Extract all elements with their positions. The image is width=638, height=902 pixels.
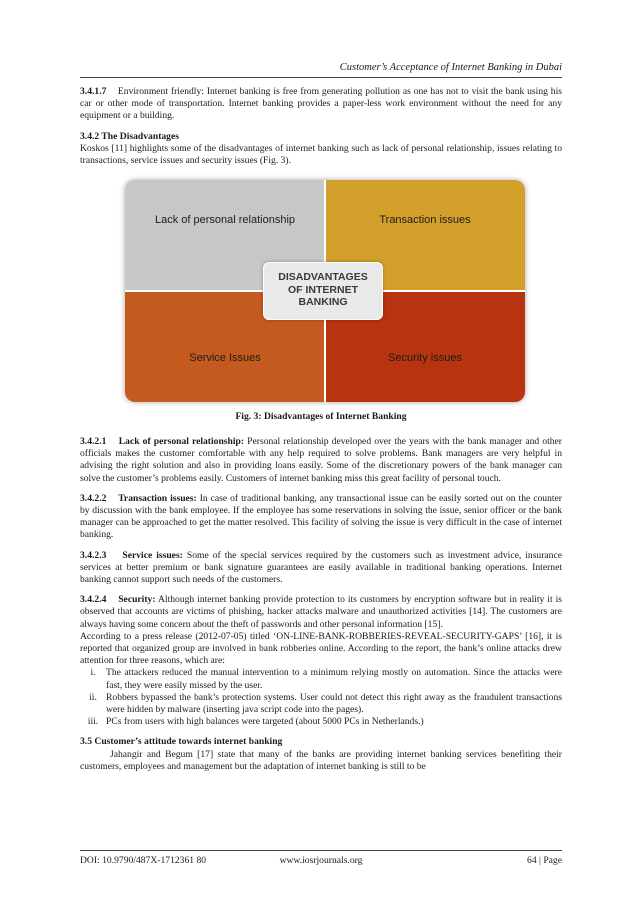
section-number: 3.4.2.4 — [80, 594, 107, 606]
footer-rule — [80, 850, 562, 851]
center-label-box — [263, 262, 383, 320]
paragraph-3-4-2-2 — [80, 493, 562, 542]
section-title: Lack of personal relationship: — [118, 436, 245, 447]
paragraph-text: In case of traditional banking, any transactional issue can be easily sorted out on the counter by discussion with the bank employee. If the employee has some reservations in solving the issue, senior officer or the bank manager can be approached to get the matter resolved. This facility of solving the issue is very difficult in the case of internet banking. — [80, 492, 562, 541]
list-text: PCs from users with high balances were targeted (about 5000 PCs in Netherlands.) — [106, 716, 424, 728]
section-title: Security: — [118, 594, 156, 606]
section-number: 3.4.2.1 — [80, 436, 107, 447]
list-number: i. — [90, 667, 96, 679]
section-number: 3.4.2.3 — [80, 549, 107, 561]
heading-3-5: 3.5 Customer’s attitude towards internet banking — [80, 736, 283, 748]
footer-website: www.iosrjournals.org — [279, 855, 363, 866]
center-line-2: OF INTERNET — [288, 283, 358, 296]
paragraph-text: Although internet banking provide protection to its customers by encryption software but in reality it is observed that accounts are victims of phishing, hacker attacks malware and unauthorized activities [14]. The customers are always having some concern about the theft of passwords and other personal information [15]. — [80, 594, 562, 630]
paragraph-3-4-1-7 — [80, 86, 562, 123]
paragraph-3-4-2-4 — [80, 594, 562, 631]
list-text: The attackers reduced the manual intervention to a minimum relying mostly on automation. Since the attacks were fast, they were easily missed by the user. — [106, 667, 562, 691]
body-bottom — [80, 436, 562, 773]
body-top — [80, 86, 562, 167]
list-number: ii. — [89, 691, 97, 703]
running-header: Customer’s Acceptance of Internet Banking in Dubai — [339, 62, 562, 73]
disadvantages-diagram — [125, 180, 525, 402]
reasons-list — [80, 667, 562, 728]
paragraph-text: Personal relationship developed over the years with the bank manager and other officials makes the customer comfortable with any help required to solve problems. Bank managers are very helpful in advising the right solution and also in providing loans easily. Some of the discretionary powers of the bank manager can solve the customer’s problems easily. Customers of internet banking miss this great facility of personal touch. — [80, 436, 562, 484]
section-title: Service issues: — [122, 549, 183, 561]
quadrant-label: Lack of personal relationship — [154, 214, 296, 226]
paragraph-3-4-2: Koskos [11] highlights some of the disadvantages of internet banking such as lack of personal relationship, issues relating to transactions, service issues and security issues (Fig. 3). — [80, 142, 562, 167]
quadrant-label: Security issues — [388, 352, 462, 364]
paragraph-3-4-2-1 — [80, 436, 562, 485]
paragraph-text: Some of the special services required by the customers such as investment advice, insurance services at better premium or bank signature guarantees are easily available in traditional banking operations. Internet banking cannot support such needs of the customers. — [80, 549, 562, 586]
center-line-1: DISADVANTAGES — [278, 271, 368, 283]
paragraph-3-5: Jahangir and Begum [17] state that many of the banks are providing internet banking services benefiting their customers, employees and management but the adaptation of internet banking is still to be — [80, 748, 562, 772]
section-number: 3.4.2.2 — [80, 492, 107, 504]
footer-page-number: 64 | Page — [527, 855, 562, 866]
list-number: iii. — [87, 716, 99, 728]
header-rule — [80, 77, 562, 78]
footer-doi: DOI: 10.9790/487X-1712361 80 — [80, 855, 207, 866]
paragraph-press-release: According to a press release (2012-07-05) titled ‘ON-LINE-BANK-ROBBERIES-REVEAL-SECURITY-GAPS’ [16], it is reported that organized group are involved in bank robberies online. According to the report, the bank’s online attacks drew attention for three reasons, which are: — [80, 630, 562, 667]
paragraph-3-4-2-3 — [80, 550, 562, 587]
list-item — [80, 667, 562, 691]
quadrant-label: Service Issues — [189, 352, 261, 364]
paragraph-text: Environment friendly: Internet banking is free from generating pollution as one has not to visit the bank using his car or other mode of transportation. Internet banking provides a paper-less work environment without the need for any equipment or a building. — [80, 86, 562, 122]
figure-caption: Fig. 3: Disadvantages of Internet Banking — [235, 411, 407, 422]
list-item — [80, 716, 562, 728]
quadrant-label: Transaction issues — [379, 214, 471, 226]
heading-3-4-2: 3.4.2 The Disadvantages — [80, 130, 179, 142]
section-title: Transaction issues: — [118, 492, 197, 504]
section-number: 3.4.1.7 — [80, 86, 107, 97]
list-item — [80, 692, 562, 716]
list-text: Robbers bypassed the bank’s protection systems. User could not detect this right away as the fraudulent transactions were hidden by malware (inserting java script code into the pages). — [106, 691, 562, 716]
center-line-3: BANKING — [298, 296, 348, 308]
